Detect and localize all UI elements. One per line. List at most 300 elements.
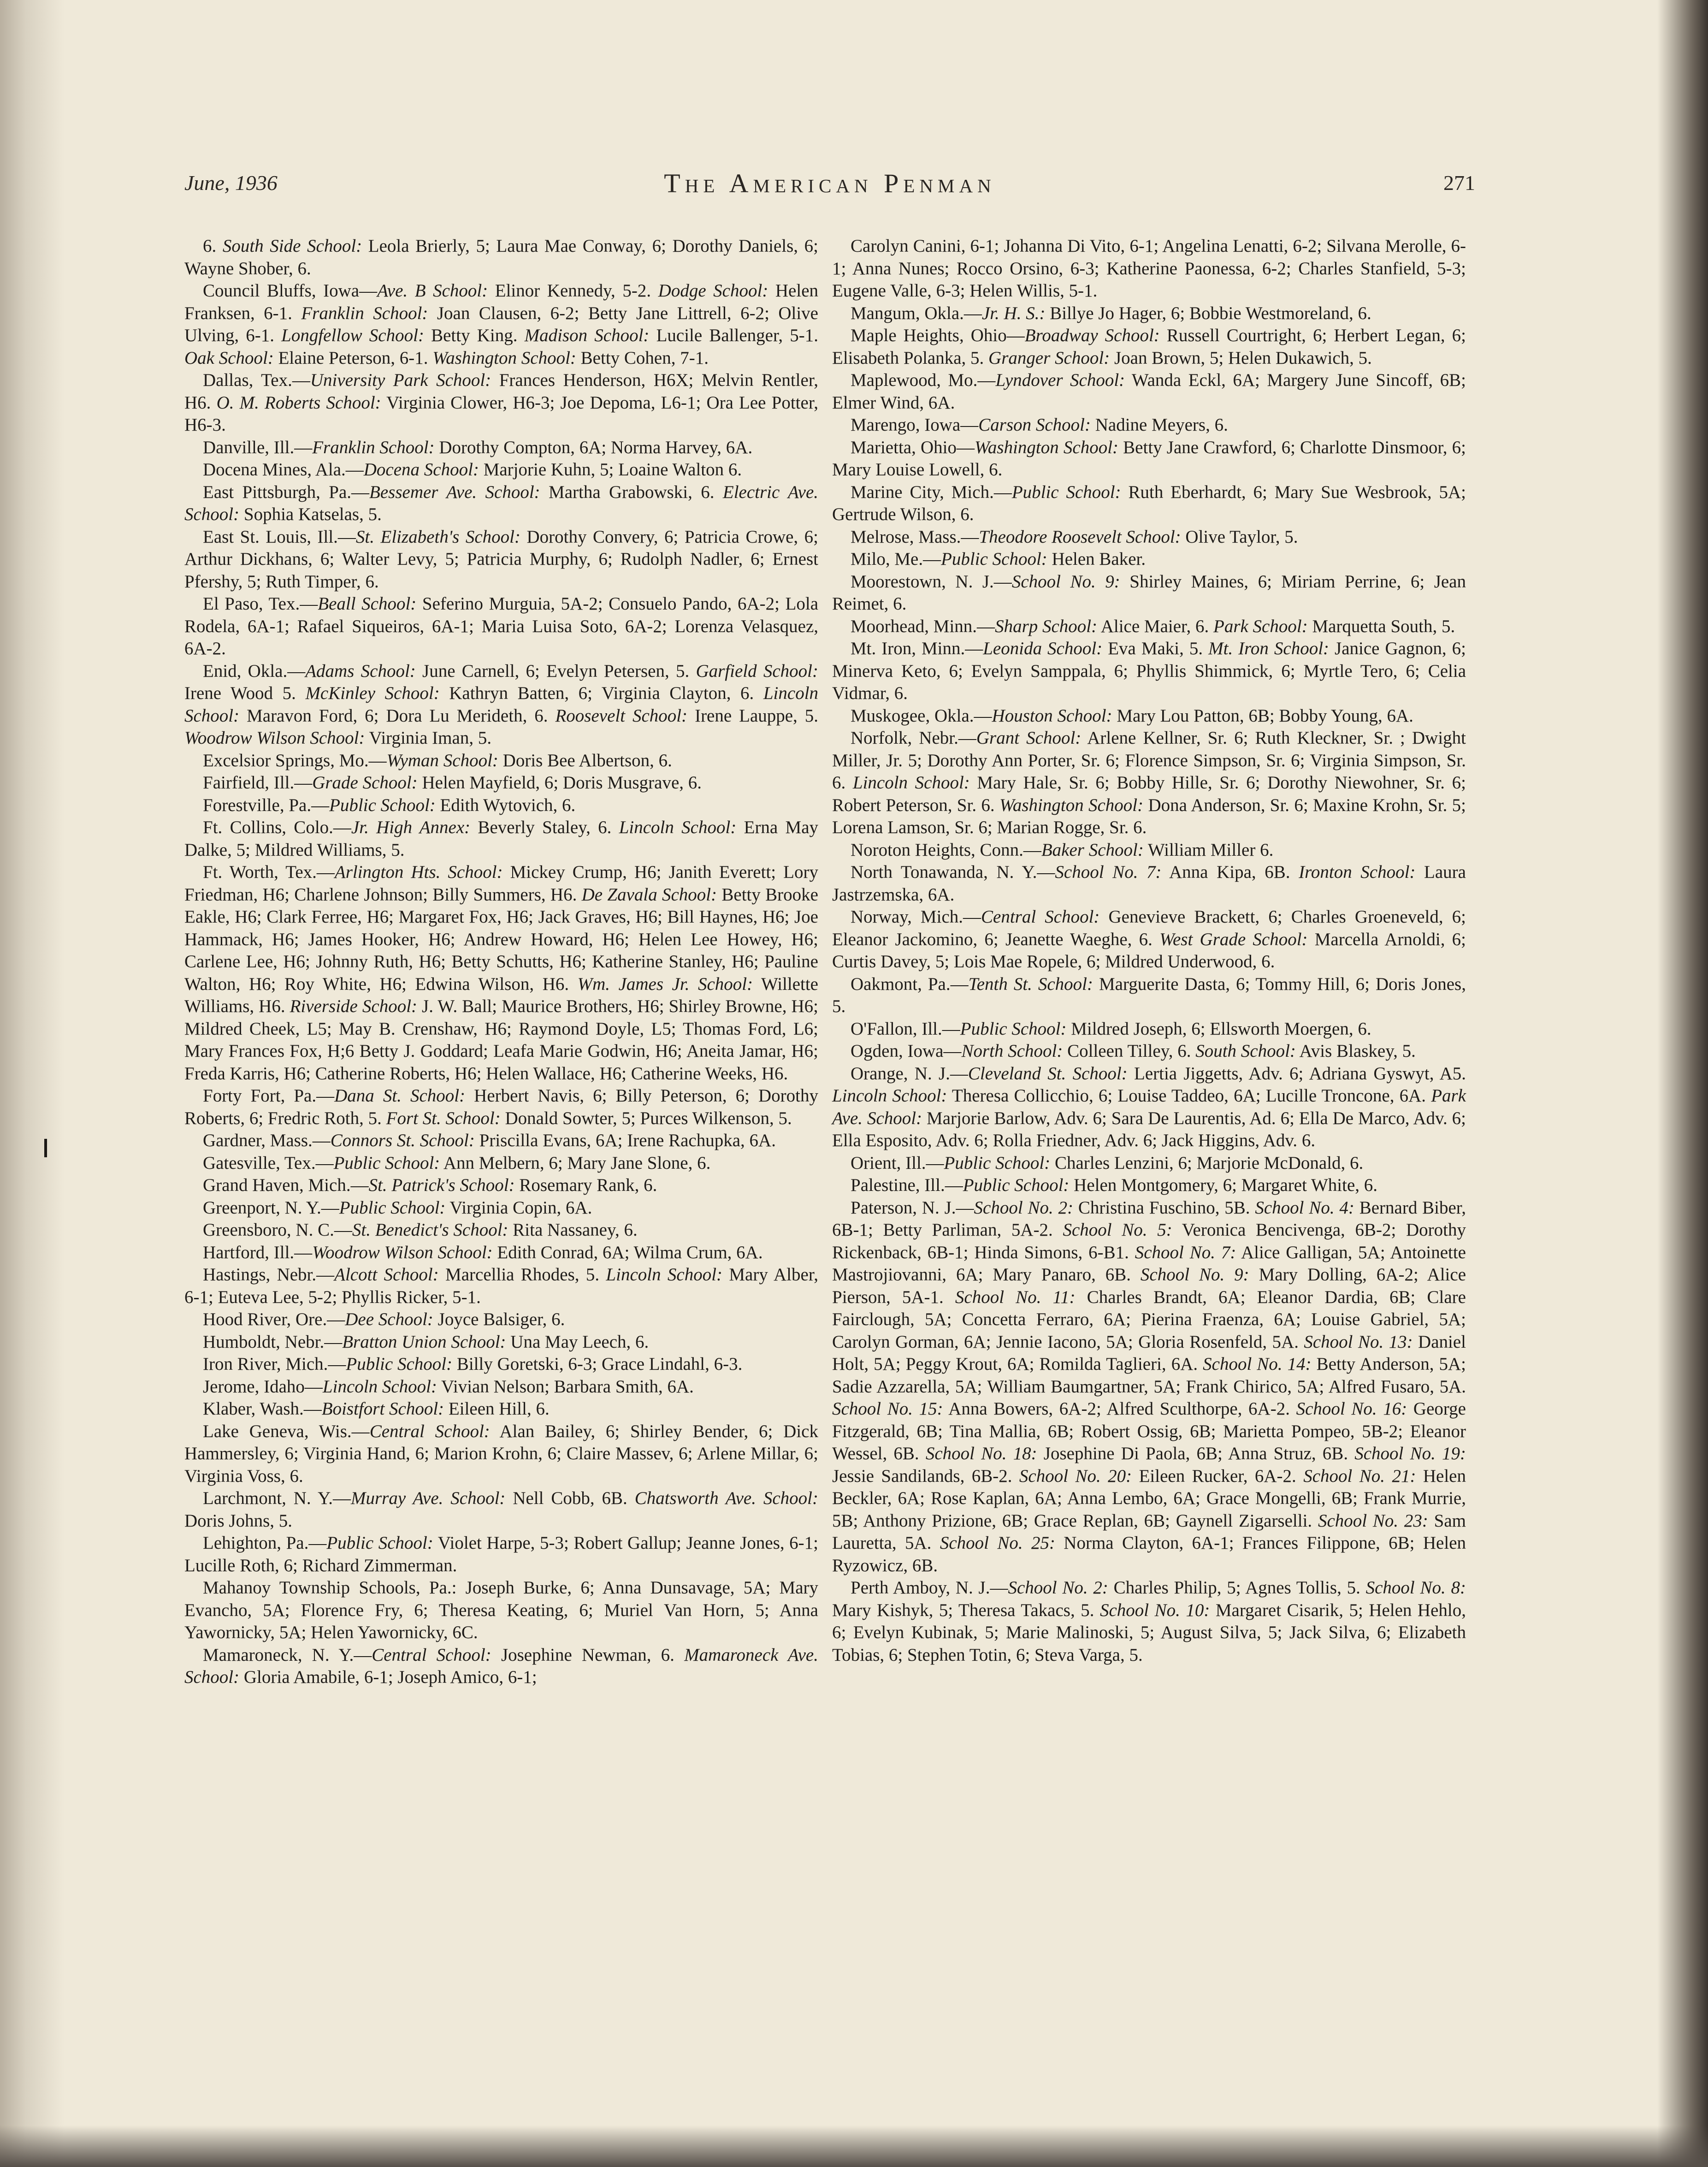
entry-text: Colleen Tilley, 6. xyxy=(1063,1041,1196,1061)
entry-paragraph xyxy=(184,1174,818,1197)
entry-text: Sophia Katselas, 5. xyxy=(239,504,382,524)
entry-text: Greensboro, N. C.— xyxy=(203,1220,352,1240)
school-name: Bratton Union School: xyxy=(342,1332,506,1352)
entry-text: Josephine Di Paola, 6B; Anna Struz, 6B. xyxy=(1037,1444,1355,1463)
entry-text: Lehighton, Pa.— xyxy=(203,1533,327,1553)
entry-text: Betty Brooke Eakle, H6; Clark Ferree, H6; Margaret Fox, H6; Jack Graves, H6; Bill Haynes, H6; Joe Hammack, H6; James Hooker, H6; Andrew Howard, H6; Helen Lee Howey, H6; Carlene Lee, H6; Johnny Ruth, H6; Betty Schutts, H6; Katherine Stanley, H6; Pauline Walton, H6; Roy White, H6; Edwina Wilson, H6. xyxy=(184,884,818,994)
entry-text: Rita Nassaney, 6. xyxy=(508,1220,638,1240)
entry-paragraph xyxy=(832,548,1466,571)
issue-date: June, 1936 xyxy=(184,171,278,195)
school-name: West Grade School: xyxy=(1159,929,1308,949)
entry-text: Kathryn Batten, 6; Virginia Clayton, 6. xyxy=(439,683,763,703)
entry-text: Ft. Collins, Colo.— xyxy=(203,817,351,837)
school-name: School No. 25: xyxy=(940,1533,1055,1553)
school-name: Lincoln School: xyxy=(322,1376,437,1397)
school-name: Granger School: xyxy=(988,348,1110,368)
entry-text: Edith Wytovich, 6. xyxy=(435,795,576,815)
entry-text: Council Bluffs, Iowa— xyxy=(203,281,378,301)
entry-text: June Carnell, 6; Evelyn Petersen, 5. xyxy=(415,661,696,681)
entry-text: Mary Hale, Sr. 6; Bobby Hille, Sr. 6; Dorothy Niewohner, Sr. 6; Robert Peterson, Sr. 6. xyxy=(832,773,1466,815)
entry-paragraph xyxy=(832,414,1466,437)
entry-text: Gardner, Mass.— xyxy=(203,1131,331,1150)
school-name: School No. 23: xyxy=(1318,1510,1428,1531)
entry-text: Virginia Iman, 5. xyxy=(365,728,492,748)
entry-text: Sam Lauretta, 5A. xyxy=(832,1510,1466,1553)
running-header xyxy=(184,168,1475,203)
school-name: Arlington Hts. School: xyxy=(334,862,503,882)
entry-paragraph xyxy=(832,638,1466,705)
school-name: Madison School: xyxy=(524,326,650,345)
entry-text: Marcellia Rhodes, 5. xyxy=(438,1265,606,1285)
entry-text: Veronica Bencivenga, 6B-2; Dorothy Rickenback, 6B-1; Hinda Simons, 6-B1. xyxy=(832,1220,1466,1262)
school-name: Murray Ave. School: xyxy=(351,1488,506,1508)
school-name: Franklin School: xyxy=(301,303,428,323)
school-name: University Park School: xyxy=(310,370,491,390)
school-name: School No. 8: xyxy=(1365,1578,1466,1598)
entry-text: Beverly Staley, 6. xyxy=(470,817,619,837)
school-name: School No. 2: xyxy=(974,1197,1074,1218)
entry-text: Jessie Sandilands, 6B-2. xyxy=(832,1466,1019,1486)
entry-text: Eileen Hill, 6. xyxy=(444,1399,550,1419)
entry-text: Eileen Rucker, 6A-2. xyxy=(1132,1466,1304,1486)
entry-paragraph xyxy=(832,1174,1466,1197)
entry-text: Grand Haven, Mich.— xyxy=(203,1175,369,1195)
school-name: School No. 10: xyxy=(1099,1600,1210,1620)
entry-text: Moorestown, N. J.— xyxy=(851,571,1012,592)
entry-text: Janice Gagnon, 6; Minerva Keto, 6; Evelyn Samppala, 6; Phyllis Shimmick, 6; Myrtle Tero, 6; Celia Vidmar, 6. xyxy=(832,639,1466,703)
left-column xyxy=(184,235,818,1689)
school-name: School No. 7: xyxy=(1135,1242,1236,1262)
entry-paragraph xyxy=(184,526,818,593)
school-name: Beall School: xyxy=(318,594,417,614)
entry-paragraph xyxy=(184,1152,818,1175)
entry-text: Joyce Balsiger, 6. xyxy=(433,1309,565,1329)
school-name: Fort St. School: xyxy=(386,1108,501,1128)
entry-paragraph xyxy=(184,1644,818,1689)
school-name: Public School: xyxy=(944,1153,1051,1173)
entry-text: George Fitzgerald, 6B; Tina Mallia, 6B; Robert Ossig, 6B; Marietta Pompeo, 5B-2; Eleanor Wessel, 6B. xyxy=(832,1399,1466,1463)
school-name: School No. 13: xyxy=(1304,1332,1413,1352)
school-name: Electric Ave. School: xyxy=(184,482,819,524)
entry-text: Elaine Peterson, 6-1. xyxy=(273,348,433,368)
entry-text: Irene Lauppe, 5. xyxy=(687,705,818,726)
entry-text: Enid, Okla.— xyxy=(203,661,306,681)
entry-text: Orient, Ill.— xyxy=(851,1153,944,1173)
publication-title: The American Penman xyxy=(664,168,996,198)
entry-text: Milo, Me.— xyxy=(851,549,941,569)
entry-text: Marjorie Barlow, Adv. 6; Sara De Laurentis, Ad. 6; Ella De Marco, Adv. 6; Ella Esposito, Adv. 6; Rolla Friedner, Adv. 6; Jack Higgins, Adv. 6. xyxy=(832,1108,1466,1150)
entry-text: Helen Mayfield, 6; Doris Musgrave, 6. xyxy=(417,773,702,793)
school-name: De Zavala School: xyxy=(581,884,717,905)
entry-paragraph xyxy=(184,1532,818,1577)
school-name: Wm. James Jr. School: xyxy=(577,974,753,994)
entry-paragraph xyxy=(184,1376,818,1398)
entry-text: Docena Mines, Ala.— xyxy=(203,460,364,480)
entry-paragraph xyxy=(184,280,818,369)
entry-text: Moorhead, Minn.— xyxy=(851,616,995,636)
entry-paragraph xyxy=(184,794,818,817)
entry-paragraph xyxy=(832,1018,1466,1041)
school-name: St. Elizabeth's School: xyxy=(355,527,520,547)
entry-text: Marcella Arnoldi, 6; Curtis Davey, 5; Lois Mae Ropele, 6; Mildred Underwood, 6. xyxy=(832,929,1466,971)
school-name: Lincoln School: xyxy=(619,817,737,837)
entry-text: Olive Taylor, 5. xyxy=(1181,527,1298,547)
entry-text: Betty King. xyxy=(424,326,525,345)
entry-text: Edith Conrad, 6A; Wilma Crum, 6A. xyxy=(492,1242,763,1262)
entry-text: Iron River, Mich.— xyxy=(203,1354,346,1374)
entry-text: El Paso, Tex.— xyxy=(203,594,318,614)
entry-text: Ruth Eberhardt, 6; Mary Sue Wesbrook, 5A; Gertrude Wilson, 6. xyxy=(832,482,1466,524)
entry-text: Mickey Crump, H6; Janith Everett; Lory Friedman, H6; Charlene Johnson; Billy Summers, H6. xyxy=(184,862,818,905)
entry-text: Vivian Nelson; Barbara Smith, 6A. xyxy=(437,1376,694,1397)
school-name: School No. 18: xyxy=(925,1444,1037,1463)
entry-text: Orange, N. J.— xyxy=(851,1063,968,1084)
entry-paragraph xyxy=(832,727,1466,839)
entry-text: Leola Brierly, 5; Laura Mae Conway, 6; Dorothy Daniels, 6; Wayne Shober, 6. xyxy=(184,236,818,278)
entry-paragraph xyxy=(832,302,1466,325)
school-name: Dana St. School: xyxy=(334,1086,466,1106)
entry-paragraph xyxy=(832,861,1466,906)
entry-paragraph xyxy=(832,1063,1466,1152)
entry-paragraph xyxy=(832,1152,1466,1175)
school-name: Central School: xyxy=(369,1421,490,1441)
school-name: School No. 2: xyxy=(1008,1578,1108,1598)
school-name: Lyndover School: xyxy=(995,370,1125,390)
page-gutter-shadow xyxy=(0,0,65,2167)
entry-text: Mary Alber, 6-1; Euteva Lee, 5-2; Phyllis Ricker, 5-1. xyxy=(184,1265,818,1307)
school-name: Grade School: xyxy=(312,773,418,793)
school-name: Baker School: xyxy=(1041,840,1144,860)
school-name: Adams School: xyxy=(305,661,416,681)
entry-text: Lucile Ballenger, 5-1. xyxy=(649,326,819,345)
school-name: Boistfort School: xyxy=(321,1399,444,1419)
entry-text: Hartford, Ill.— xyxy=(203,1242,313,1262)
school-name: School No. 11: xyxy=(955,1287,1076,1307)
entry-text: Norma Clayton, 6A-1; Frances Filippone, 6B; Helen Ryzowicz, 6B. xyxy=(832,1533,1466,1575)
entry-paragraph xyxy=(184,593,818,660)
school-name: Mamaroneck Ave. School: xyxy=(184,1645,818,1687)
school-name: Alcott School: xyxy=(334,1265,439,1285)
entry-text: Palestine, Ill.— xyxy=(851,1175,963,1195)
entry-paragraph xyxy=(832,481,1466,526)
entry-text: Genevieve Brackett, 6; Charles Groeneveld, 6; Eleanor Jackomino, 6; Jeanette Waeghe, 6. xyxy=(832,907,1466,949)
entry-text: Joan Brown, 5; Helen Dukawich, 5. xyxy=(1110,348,1372,368)
entry-paragraph xyxy=(832,906,1466,973)
school-name: Park School: xyxy=(1213,616,1308,636)
school-name: Broadway School: xyxy=(1024,326,1160,345)
entry-text: Marietta, Ohio— xyxy=(851,437,975,457)
school-name: Woodrow Wilson School: xyxy=(184,728,365,748)
entry-text: Dona Anderson, Sr. 6; Maxine Krohn, Sr. 5; Lorena Lamson, Sr. 6; Marian Rogge, Sr. 6. xyxy=(832,795,1466,837)
school-name: McKinley School: xyxy=(305,683,440,703)
school-name: Lincoln School: xyxy=(606,1265,723,1285)
entry-text: Perth Amboy, N. J.— xyxy=(851,1578,1008,1598)
entry-text: Alice Maier, 6. xyxy=(1097,616,1213,636)
entry-text: Maravon Ford, 6; Dora Lu Merideth, 6. xyxy=(239,705,556,726)
entry-paragraph xyxy=(184,1085,818,1130)
entry-text: Ogden, Iowa— xyxy=(851,1041,962,1061)
entry-text: Mildred Joseph, 6; Ellsworth Moergen, 6. xyxy=(1066,1018,1371,1039)
entry-text: Paterson, N. J.— xyxy=(851,1197,974,1218)
school-name: Tenth St. School: xyxy=(968,974,1093,994)
entry-text: Marguerite Dasta, 6; Tommy Hill, 6; Doris Jones, 5. xyxy=(832,974,1466,1016)
entry-text: Donald Sowter, 5; Purces Wilkenson, 5. xyxy=(500,1108,792,1128)
entry-text: Marine City, Mich.— xyxy=(851,482,1012,502)
entry-paragraph xyxy=(832,235,1466,302)
entry-text: Helen Baker. xyxy=(1047,549,1146,569)
entry-text: Oakmont, Pa.— xyxy=(851,974,969,994)
entry-paragraph xyxy=(184,1487,818,1532)
school-name: Carson School: xyxy=(978,415,1091,435)
entry-paragraph xyxy=(832,1197,1466,1577)
entry-paragraph xyxy=(184,1353,818,1376)
entry-text: Nadine Meyers, 6. xyxy=(1091,415,1228,435)
entry-paragraph xyxy=(832,571,1466,616)
entry-text: Forestville, Pa.— xyxy=(203,795,330,815)
entry-text: Seferino Murguia, 5A-2; Consuelo Pando, 6A-2; Lola Rodela, 6A-1; Rafael Siqueiros, 6A-1; Maria Luisa Soto, 6A-2; Lorenza Velasquez, 6A-2. xyxy=(184,594,819,658)
school-name: Mt. Iron School: xyxy=(1208,639,1330,658)
entry-text: Marjorie Kuhn, 5; Loaine Walton 6. xyxy=(479,460,742,480)
entry-text: Anna Bowers, 6A-2; Alfred Sculthorpe, 6A-2. xyxy=(943,1399,1296,1419)
entry-text: J. W. Ball; Maurice Brothers, H6; Shirley Browne, H6; Mildred Cheek, L5; May B. Crenshaw, H6; Raymond Doyle, L5; Thomas Ford, L6; Mary Frances Fox, H;6 Betty J. Goddard; Leafa Marie Godwin, H6; Aneita Jamar, H6; Freda Karris, H6; Catherine Roberts, H6; Helen Wallace, H6; Catherine Weeks, H6. xyxy=(184,996,818,1084)
entry-paragraph xyxy=(184,1331,818,1354)
school-name: Lincoln School: xyxy=(832,1086,947,1106)
entry-text: North Tonawanda, N. Y.— xyxy=(851,862,1055,882)
entry-text: Laura Jastrzemska, 6A. xyxy=(832,862,1466,905)
school-name: Bessemer Ave. School: xyxy=(369,482,540,502)
entry-paragraph xyxy=(184,1577,818,1644)
entry-text: Norfolk, Nebr.— xyxy=(851,728,976,748)
entry-text: Gatesville, Tex.— xyxy=(203,1153,334,1173)
school-name: Washington School: xyxy=(999,795,1144,815)
entry-text: Josephine Newman, 6. xyxy=(491,1645,685,1665)
entry-paragraph xyxy=(832,369,1466,414)
entry-text: Marengo, Iowa— xyxy=(851,415,979,435)
entry-text: Mary Lou Patton, 6B; Bobby Young, 6A. xyxy=(1112,705,1413,726)
school-name: Park Ave. School: xyxy=(832,1086,1466,1128)
school-name: School No. 9: xyxy=(1140,1265,1249,1285)
entry-paragraph xyxy=(832,325,1466,369)
page-number: 271 xyxy=(1443,171,1475,195)
entry-paragraph xyxy=(832,973,1466,1018)
entry-text: Arlene Kellner, Sr. 6; Ruth Kleckner, Sr. ; Dwight Miller, Jr. 5; Dorothy Ann Porter, Sr. 6; Florence Simpson, Sr. 6; Virginia Simpson, Sr. 6. xyxy=(832,728,1466,793)
school-name: Public School: xyxy=(1011,482,1121,502)
entry-paragraph xyxy=(184,1242,818,1264)
school-name: Public School: xyxy=(333,1153,440,1173)
entry-paragraph xyxy=(184,1219,818,1242)
school-name: Jr. High Annex: xyxy=(351,817,471,837)
entry-text: Mangum, Okla.— xyxy=(851,303,982,323)
entry-text: Billy Goretski, 6-3; Grace Lindahl, 6-3. xyxy=(452,1354,743,1374)
school-name: Public School: xyxy=(339,1197,446,1218)
entry-text: Jerome, Idaho— xyxy=(203,1376,323,1397)
school-name: O. M. Roberts School: xyxy=(216,392,381,413)
school-name: Ironton School: xyxy=(1299,862,1416,882)
entry-text: Martha Grabowski, 6. xyxy=(540,482,723,502)
school-name: Public School: xyxy=(346,1354,453,1374)
school-name: Connors St. School: xyxy=(330,1131,475,1150)
entry-text: Joan Clausen, 6-2; Betty Jane Littrell, 6-2; Olive Ulving, 6-1. xyxy=(184,303,818,345)
entry-text: Christina Fuschino, 5B. xyxy=(1073,1197,1255,1218)
school-name: Jr. H. S.: xyxy=(981,303,1046,323)
entry-text: Lake Geneva, Wis.— xyxy=(203,1421,370,1441)
entry-text: Charles Philip, 5; Agnes Tollis, 5. xyxy=(1108,1578,1366,1598)
school-name: Public School: xyxy=(326,1533,433,1553)
school-name: Chatsworth Ave. School: xyxy=(634,1488,818,1508)
entry-paragraph xyxy=(184,1197,818,1220)
entry-text: Fairfield, Ill.— xyxy=(203,773,313,793)
entry-text: Helen Franksen, 6-1. xyxy=(184,281,818,323)
entry-text: Dorothy Compton, 6A; Norma Harvey, 6A. xyxy=(434,437,753,457)
school-name: Riverside School: xyxy=(290,996,418,1016)
school-name: School No. 16: xyxy=(1296,1399,1407,1419)
entry-text: Marquetta South, 5. xyxy=(1307,616,1455,636)
entry-paragraph xyxy=(832,526,1466,549)
entry-text: Rosemary Rank, 6. xyxy=(514,1175,657,1195)
school-name: Washington School: xyxy=(432,348,576,368)
school-name: Roosevelt School: xyxy=(555,705,688,726)
entry-text: Helen Montgomery, 6; Margaret White, 6. xyxy=(1069,1175,1378,1195)
entry-paragraph xyxy=(184,437,818,459)
school-name: School No. 21: xyxy=(1303,1466,1416,1486)
entry-paragraph xyxy=(184,1130,818,1152)
school-name: Public School: xyxy=(960,1018,1067,1039)
entry-paragraph xyxy=(184,1264,818,1308)
entry-text: Priscilla Evans, 6A; Irene Rachupka, 6A. xyxy=(474,1131,776,1150)
school-name: Public School: xyxy=(329,795,436,815)
entry-text: Willette Williams, H6. xyxy=(184,974,818,1016)
entry-text: Klaber, Wash.— xyxy=(203,1399,322,1419)
entry-text: Carolyn Canini, 6-1; Johanna Di Vito, 6-1; Angelina Lenatti, 6-2; Silvana Merolle, 6-1; Anna Nunes; Rocco Orsino, 6-3; Katherine Paonessa, 6-2; Charles Stanfield, 5-3; Eugene Valle, 6-3; Helen Willis, 5-1. xyxy=(832,236,1466,301)
entry-paragraph xyxy=(184,235,818,280)
entry-paragraph xyxy=(184,1398,818,1421)
entry-paragraph xyxy=(184,459,818,481)
entry-text: Mamaroneck, N. Y.— xyxy=(203,1645,372,1665)
school-name: Sharp School: xyxy=(995,616,1098,636)
entry-text: Dorothy Convery, 6; Patricia Crowe, 6; Arthur Dickhans, 6; Walter Levy, 5; Patricia Murphy, 6; Rudolph Nadler, 6; Ernest Pfershy, 5; Ruth Timper, 6. xyxy=(184,527,818,592)
entry-text: Herbert Navis, 6; Billy Peterson, 6; Dorothy Roberts, 6; Fredric Roth, 5. xyxy=(184,1086,818,1128)
entry-text: Doris Johns, 5. xyxy=(184,1510,293,1531)
entry-text: Helen Beckler, 6A; Rose Kaplan, 6A; Anna Lembo, 6A; Grace Mongelli, 6B; Frank Murrie, 5B; Anthony Prizione, 6B; Grace Replan, 6B; Gaynell Zigarselli. xyxy=(832,1466,1466,1531)
entry-text: Virginia Copin, 6A. xyxy=(445,1197,592,1218)
school-name: Franklin School: xyxy=(312,437,435,457)
entry-text: Danville, Ill.— xyxy=(203,437,313,457)
school-name: South School: xyxy=(1195,1041,1296,1061)
school-name: Leonida School: xyxy=(983,639,1103,658)
entry-text: Nell Cobb, 6B. xyxy=(505,1488,635,1508)
school-name: Longfellow School: xyxy=(281,326,424,345)
entry-text: Lertia Jiggetts, Adv. 6; Adriana Gyswyt, A5. xyxy=(1127,1063,1466,1084)
entry-text: Frances Henderson, H6X; Melvin Rentler, H6. xyxy=(184,370,818,413)
school-name: Garfield School: xyxy=(696,661,818,681)
entry-text: Eva Maki, 5. xyxy=(1102,639,1209,658)
entry-text: East St. Louis, Ill.— xyxy=(203,527,356,547)
entry-text: Hood River, Ore.— xyxy=(203,1309,345,1329)
entry-text: Mahanoy Townshiр Schools, Pa.: Joseph Burke, 6; Anna Dunsavage, 5A; Mary Evancho, 5A; Florence Fry, 6; Theresa Keating, 6; Muriel Van Horn, 5; Anna Yawornicky, 5A; Helen Yawornicky, 6C. xyxy=(184,1578,818,1642)
entry-text: Ft. Worth, Tex.— xyxy=(203,862,335,882)
page-bottom-shadow xyxy=(0,2126,1708,2167)
school-name: Theodore Roosevelt School: xyxy=(979,527,1181,547)
school-name: South Side School: xyxy=(222,236,362,256)
entry-text: Hastings, Nebr.— xyxy=(203,1265,335,1285)
school-name: School No. 20: xyxy=(1019,1466,1132,1486)
entry-text: Dallas, Tex.— xyxy=(203,370,310,390)
school-name: Cleveland St. School: xyxy=(968,1063,1128,1084)
school-name: St. Patrick's School: xyxy=(368,1175,515,1195)
entry-text: Billye Jo Hager, 6; Bobbie Westmoreland, 6. xyxy=(1045,303,1371,323)
entry-text: Una May Leech, 6. xyxy=(506,1332,649,1352)
entry-paragraph xyxy=(184,1308,818,1331)
entry-text: Ann Melbern, 6; Mary Jane Slone, 6. xyxy=(440,1153,711,1173)
entry-text: Elinor Kennedy, 5-2. xyxy=(488,281,658,301)
school-name: School No. 14: xyxy=(1203,1354,1312,1374)
school-name: Lincoln School: xyxy=(184,683,819,726)
entry-text: 6. xyxy=(203,236,223,256)
entry-text: Maplewood, Mo.— xyxy=(851,370,996,390)
entry-paragraph xyxy=(184,660,818,750)
school-name: School No. 15: xyxy=(832,1399,943,1419)
entry-text: Virginia Clower, H6-3; Joe Depoma, L6-1; Ora Lee Potter, H6-3. xyxy=(184,392,818,435)
entry-text: Maple Heights, Ohio— xyxy=(851,326,1025,345)
school-name: Dodge School: xyxy=(658,281,768,301)
entry-paragraph xyxy=(184,750,818,772)
margin-mark xyxy=(44,1139,47,1157)
school-name: Central School: xyxy=(372,1645,491,1665)
entry-text: Charles Brandt, 6A; Eleanor Dardia, 6B; Clare Fairclough, 5A; Concetta Ferraro, 6A; Pierina Fraenza, 6A; Louise Gabriel, 5A; Carolyn Gorman, 6A; Jennie Iacono, 5A; Gloria Rosenfeld, 5A. xyxy=(832,1287,1466,1352)
school-name: Woodrow Wilson School: xyxy=(312,1242,493,1262)
school-name: St. Benedict's School: xyxy=(352,1220,508,1240)
entry-paragraph xyxy=(832,616,1466,638)
school-name: Ave. B School: xyxy=(377,281,488,301)
school-name: North School: xyxy=(961,1041,1063,1061)
school-name: Lincoln School: xyxy=(852,773,970,793)
school-name: School No. 5: xyxy=(1063,1220,1172,1240)
entry-paragraph xyxy=(184,772,818,794)
entry-text: Gloria Amabile, 6-1; Joseph Amico, 6-1; xyxy=(239,1667,537,1687)
school-name: Wyman School: xyxy=(386,750,498,770)
entry-text: Mary Dolling, 6A-2; Alice Pierson, 5A-1. xyxy=(832,1265,1466,1307)
entry-text: Forty Fort, Pa.— xyxy=(203,1086,335,1106)
entry-text: Noroton Heights, Conn.— xyxy=(851,840,1041,860)
entry-paragraph xyxy=(184,481,818,526)
entry-text: Shirley Maines, 6; Miriam Perrine, 6; Jean Reimet, 6. xyxy=(832,571,1466,614)
entry-text: Alice Galligan, 5A; Antoinette Mastrojiovanni, 6A; Mary Panaro, 6B. xyxy=(832,1242,1466,1285)
right-column xyxy=(832,235,1466,1666)
entry-text: Betty Jane Crawford, 6; Charlotte Dinsmoor, 6; Mary Louise Lowell, 6. xyxy=(832,437,1466,480)
entry-text: Betty Cohen, 7-1. xyxy=(576,348,709,368)
entry-paragraph xyxy=(184,817,818,861)
entry-paragraph xyxy=(184,1421,818,1488)
entry-text: O'Fallon, Ill.— xyxy=(851,1018,960,1039)
entry-text: Muskogee, Okla.— xyxy=(851,705,992,726)
school-name: School No. 19: xyxy=(1354,1444,1466,1463)
entry-text: Wanda Eckl, 6A; Margery June Sincoff, 6B; Elmer Wind, 6A. xyxy=(832,370,1466,413)
school-name: Public School: xyxy=(941,549,1047,569)
school-name: Washington School: xyxy=(975,437,1119,457)
entry-text: Russell Courtright, 6; Herbert Legan, 6; Elisabeth Polanka, 5. xyxy=(832,326,1466,368)
entry-text: Alan Bailey, 6; Shirley Bender, 6; Dick Hammersley, 6; Virginia Hand, 6; Marion Krohn, 6; Claire Massev, 6; Arlene Millar, 6; Virginia Voss, 6. xyxy=(184,1421,818,1486)
entry-text: Mary Kishyk, 5; Theresa Takacs, 5. xyxy=(832,1600,1100,1620)
entry-text: William Miller 6. xyxy=(1143,840,1274,860)
entry-paragraph xyxy=(832,437,1466,481)
entry-paragraph xyxy=(832,839,1466,862)
entry-text: Margaret Cisarik, 5; Helen Hehlo, 6; Evelyn Kubinak, 5; Marie Malinoski, 5; August Silva, 5; Jack Silva, 6; Elizabeth Tobias, 6; Stephen Totin, 6; Steva Varga, 5. xyxy=(832,1600,1466,1665)
entry-text: Betty Anderson, 5A; Sadie Azzarella, 5A; William Baumgartner, 5A; Frank Chirico, 5A; Alfred Fusaro, 5A. xyxy=(832,1354,1466,1397)
entry-paragraph xyxy=(832,1040,1466,1063)
school-name: Docena School: xyxy=(363,460,479,480)
entry-text: Irene Wood 5. xyxy=(184,683,306,703)
school-name: Central School: xyxy=(981,907,1100,927)
